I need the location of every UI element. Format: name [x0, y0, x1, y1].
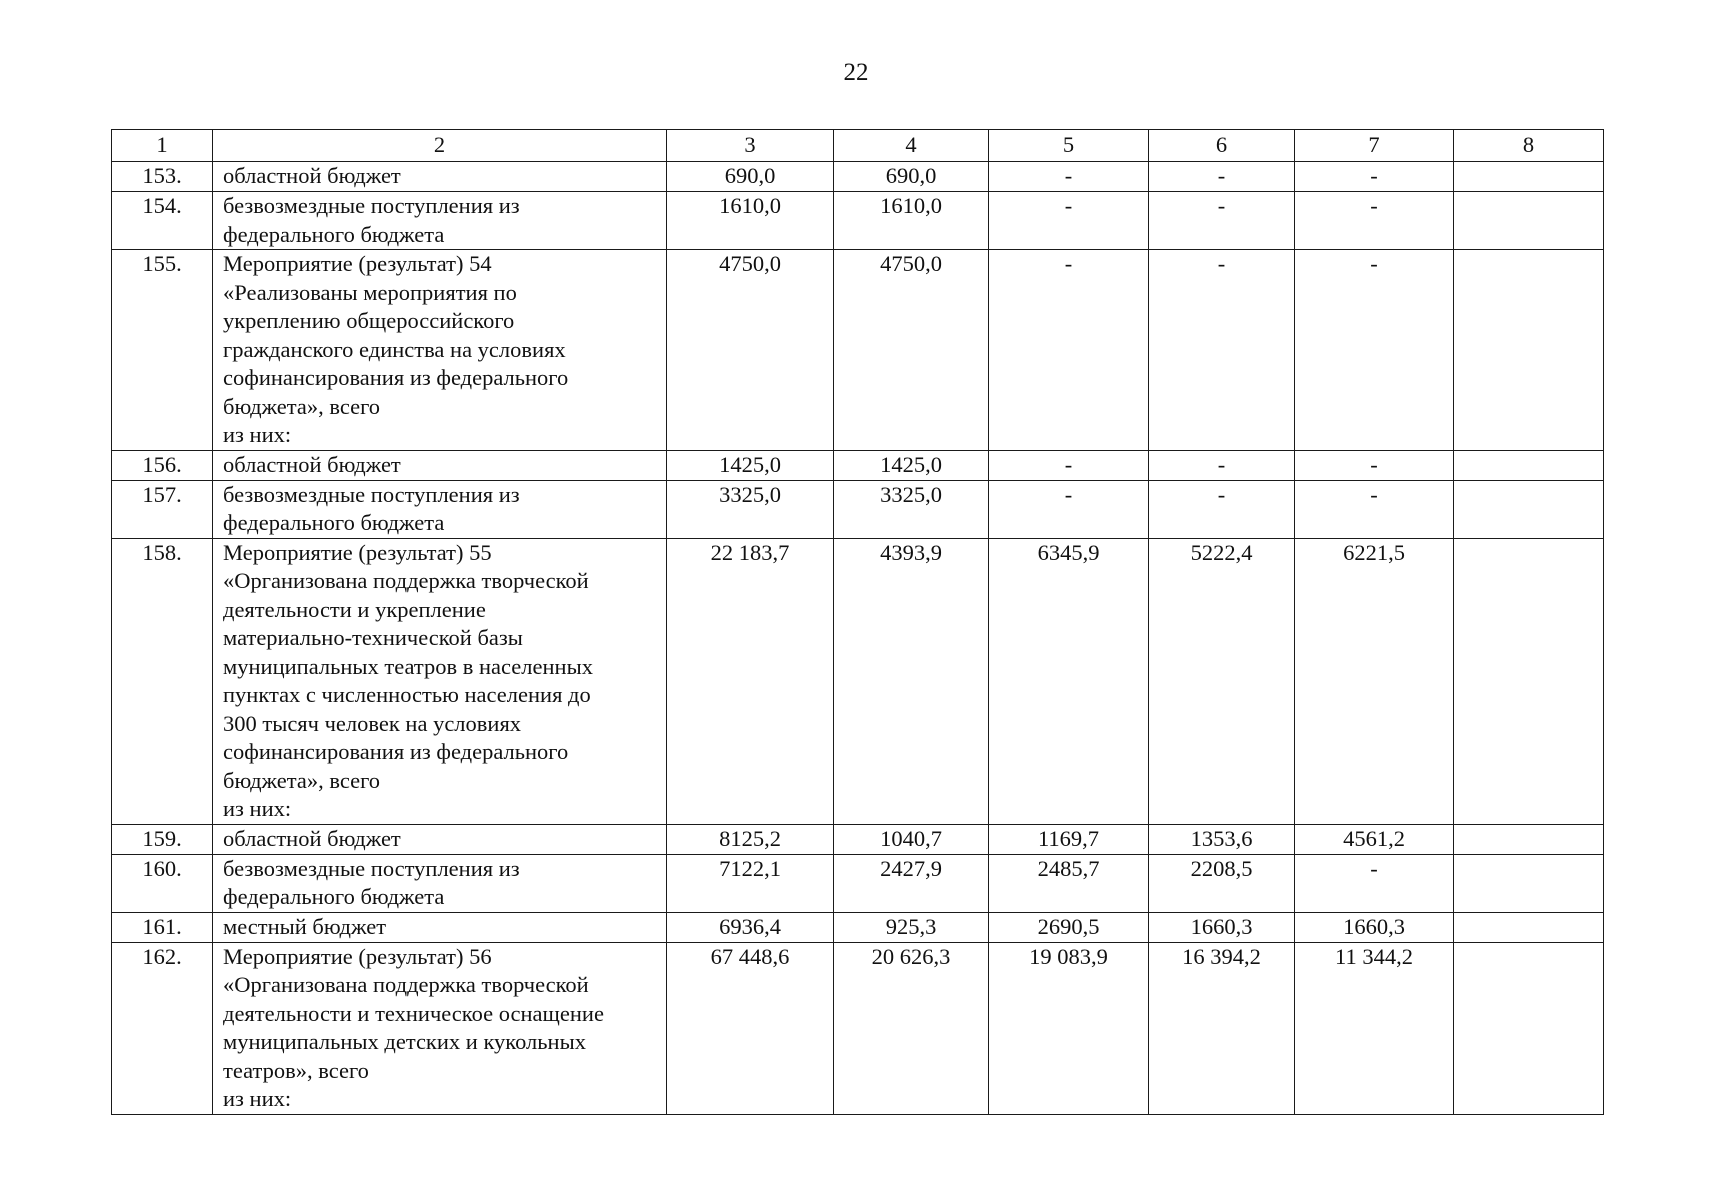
- value-cell-col-6: -: [1149, 192, 1295, 250]
- description-line: укреплению общероссийского: [223, 308, 515, 333]
- description-cell: [213, 162, 667, 192]
- row-number-cell: 153.: [112, 162, 213, 192]
- value-cell-col-5: -: [989, 250, 1149, 451]
- description-cell: [213, 854, 667, 912]
- value-cell-col-6: 5222,4: [1149, 538, 1295, 824]
- value-cell-col-6: 16 394,2: [1149, 942, 1295, 1114]
- column-header-3: 3: [667, 130, 834, 162]
- budget-table: [111, 129, 1604, 1115]
- value-cell-col-7: 4561,2: [1295, 824, 1454, 854]
- description-cell: [213, 942, 667, 1114]
- value-cell-col-3: 1610,0: [667, 192, 834, 250]
- row-number-cell: 156.: [112, 450, 213, 480]
- description-line: федерального бюджета: [223, 510, 445, 535]
- description-line: из них:: [223, 422, 292, 447]
- value-cell-col-4: 690,0: [834, 162, 989, 192]
- row-number-cell: 155.: [112, 250, 213, 451]
- description-cell: [213, 538, 667, 824]
- value-cell-col-4: 4750,0: [834, 250, 989, 451]
- value-cell-col-4: 3325,0: [834, 480, 989, 538]
- row-number-cell: 159.: [112, 824, 213, 854]
- description-line: софинансирования из федерального: [223, 365, 569, 390]
- table-row: [112, 450, 1604, 480]
- table-row: [112, 480, 1604, 538]
- description-line: деятельности и техническое оснащение: [223, 1000, 604, 1026]
- description-line: «Реализованы мероприятия по: [223, 279, 517, 305]
- table-header-row: [112, 130, 1604, 162]
- value-cell-col-3: 7122,1: [667, 854, 834, 912]
- value-cell-col-7: -: [1295, 450, 1454, 480]
- description-line: театров», всего: [223, 1057, 369, 1083]
- row-number-cell: 158.: [112, 538, 213, 824]
- value-cell-col-8: [1454, 162, 1604, 192]
- column-header-6: 6: [1149, 130, 1295, 162]
- description-line: из них:: [223, 796, 292, 821]
- description-line: бюджета», всего: [223, 393, 381, 419]
- description-line: областной бюджет: [223, 451, 401, 477]
- row-number-cell: 162.: [112, 942, 213, 1114]
- description-cell: [213, 450, 667, 480]
- description-line: «Организована поддержка творческой: [223, 568, 589, 593]
- description-line: областной бюджет: [223, 163, 401, 188]
- value-cell-col-5: 19 083,9: [989, 942, 1149, 1114]
- row-number-cell: 160.: [112, 854, 213, 912]
- value-cell-col-3: 1425,0: [667, 450, 834, 480]
- description-cell: [213, 912, 667, 942]
- description-line: из них:: [223, 1086, 292, 1111]
- value-cell-col-3: 690,0: [667, 162, 834, 192]
- column-header-2: 2: [213, 130, 667, 162]
- value-cell-col-7: 6221,5: [1295, 538, 1454, 824]
- value-cell-col-8: [1454, 854, 1604, 912]
- value-cell-col-4: 1040,7: [834, 824, 989, 854]
- description-line: бюджета», всего: [223, 767, 381, 793]
- value-cell-col-4: 925,3: [834, 912, 989, 942]
- description-line: пунктах с численностью населения до: [223, 682, 591, 707]
- value-cell-col-4: 2427,9: [834, 854, 989, 912]
- value-cell-col-8: [1454, 538, 1604, 824]
- value-cell-col-3: 3325,0: [667, 480, 834, 538]
- value-cell-col-5: 6345,9: [989, 538, 1149, 824]
- value-cell-col-8: [1454, 450, 1604, 480]
- value-cell-col-8: [1454, 942, 1604, 1114]
- description-line: Мероприятие (результат) 54: [223, 251, 492, 276]
- table-row: [112, 912, 1604, 942]
- value-cell-col-6: -: [1149, 450, 1295, 480]
- value-cell-col-4: 1610,0: [834, 192, 989, 250]
- description-line: областной бюджет: [223, 825, 401, 851]
- value-cell-col-4: 1425,0: [834, 450, 989, 480]
- value-cell-col-7: -: [1295, 480, 1454, 538]
- row-number-cell: 161.: [112, 912, 213, 942]
- value-cell-col-5: -: [989, 480, 1149, 538]
- value-cell-col-5: 2485,7: [989, 854, 1149, 912]
- value-cell-col-3: 67 448,6: [667, 942, 834, 1114]
- value-cell-col-6: -: [1149, 162, 1295, 192]
- description-line: 300 тысяч человек на условиях: [223, 710, 522, 736]
- description-line: гражданского единства на условиях: [223, 336, 566, 362]
- value-cell-col-6: 2208,5: [1149, 854, 1295, 912]
- value-cell-col-4: 20 626,3: [834, 942, 989, 1114]
- table-row: [112, 162, 1604, 192]
- value-cell-col-5: -: [989, 450, 1149, 480]
- value-cell-col-8: [1454, 824, 1604, 854]
- description-cell: [213, 250, 667, 451]
- description-line: софинансирования из федерального: [223, 739, 569, 764]
- row-number-cell: 154.: [112, 192, 213, 250]
- value-cell-col-7: -: [1295, 854, 1454, 912]
- table-row: [112, 538, 1604, 824]
- value-cell-col-7: -: [1295, 192, 1454, 250]
- value-cell-col-5: 2690,5: [989, 912, 1149, 942]
- value-cell-col-3: 4750,0: [667, 250, 834, 451]
- column-header-7: 7: [1295, 130, 1454, 162]
- table-row: [112, 942, 1604, 1114]
- description-cell: [213, 192, 667, 250]
- table-row: [112, 250, 1604, 451]
- page-number: 22: [843, 59, 869, 86]
- value-cell-col-8: [1454, 480, 1604, 538]
- value-cell-col-8: [1454, 912, 1604, 942]
- description-line: материально-технической базы: [223, 625, 523, 650]
- table-row: [112, 854, 1604, 912]
- value-cell-col-3: 6936,4: [667, 912, 834, 942]
- column-header-4: 4: [834, 130, 989, 162]
- value-cell-col-6: 1660,3: [1149, 912, 1295, 942]
- description-line: Мероприятие (результат) 56: [223, 943, 492, 969]
- table-body: [112, 162, 1604, 1115]
- value-cell-col-7: 11 344,2: [1295, 942, 1454, 1114]
- description-line: федерального бюджета: [223, 884, 445, 909]
- description-line: деятельности и укрепление: [223, 596, 486, 622]
- value-cell-col-3: 22 183,7: [667, 538, 834, 824]
- value-cell-col-8: [1454, 250, 1604, 451]
- description-line: муниципальных детских и кукольных: [223, 1029, 586, 1054]
- column-header-1: 1: [112, 130, 213, 162]
- table-row: [112, 192, 1604, 250]
- value-cell-col-6: 1353,6: [1149, 824, 1295, 854]
- description-line: безвозмездные поступления из: [223, 481, 520, 507]
- description-line: федерального бюджета: [223, 221, 445, 247]
- table-row: [112, 824, 1604, 854]
- description-line: муниципальных театров в населенных: [223, 653, 593, 679]
- value-cell-col-7: 1660,3: [1295, 912, 1454, 942]
- value-cell-col-4: 4393,9: [834, 538, 989, 824]
- value-cell-col-6: -: [1149, 480, 1295, 538]
- value-cell-col-7: -: [1295, 162, 1454, 192]
- value-cell-col-3: 8125,2: [667, 824, 834, 854]
- description-line: Мероприятие (результат) 55: [223, 539, 492, 565]
- value-cell-col-8: [1454, 192, 1604, 250]
- row-number-cell: 157.: [112, 480, 213, 538]
- description-line: местный бюджет: [223, 913, 387, 939]
- value-cell-col-5: -: [989, 192, 1149, 250]
- value-cell-col-5: 1169,7: [989, 824, 1149, 854]
- column-header-5: 5: [989, 130, 1149, 162]
- description-line: безвозмездные поступления из: [223, 193, 520, 218]
- description-line: «Организована поддержка творческой: [223, 972, 589, 997]
- description-line: безвозмездные поступления из: [223, 855, 520, 881]
- value-cell-col-7: -: [1295, 250, 1454, 451]
- value-cell-col-5: -: [989, 162, 1149, 192]
- column-header-8: 8: [1454, 130, 1604, 162]
- value-cell-col-6: -: [1149, 250, 1295, 451]
- description-cell: [213, 480, 667, 538]
- description-cell: [213, 824, 667, 854]
